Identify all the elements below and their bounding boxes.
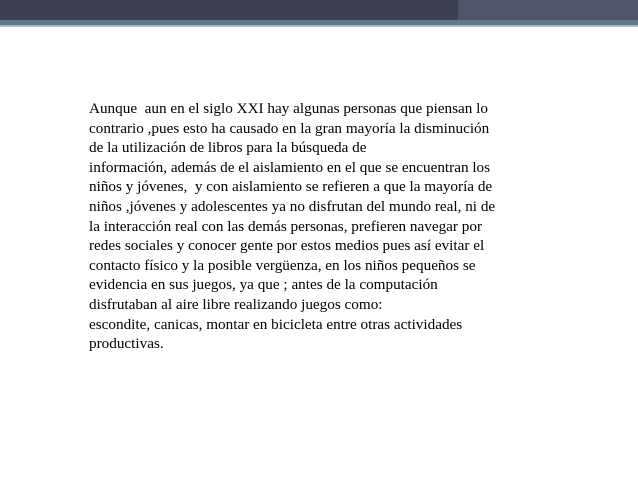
header-accent-line-thin: [0, 25, 638, 27]
slide-body-text: Aunque aun en el siglo XXI hay algunas personas que piensan lo contrario ,pues esto ha causado en la gran mayoría la disminución de la utilización de libros para la búsqueda de información, además de el aislamiento en el que se encuentran los niños y jóvenes, y con aislamiento se refieren a que la mayoría de niños ,jóvenes y adolescentes ya no disfrutan del mundo real, ni de la interacción real con las demás personas, prefieren navegar por redes sociales y conocer gente por estos medios pues así evitar el contacto físico y la posible vergüenza, en los niños pequeños se evidencia en sus juegos, ya que ; antes de la computación disfrutaban al aire libre realizando juegos como: escondite, canicas, montar en bicicleta entre otras actividades productivas.: [89, 100, 496, 353]
top-header-accent-block: [458, 0, 638, 20]
